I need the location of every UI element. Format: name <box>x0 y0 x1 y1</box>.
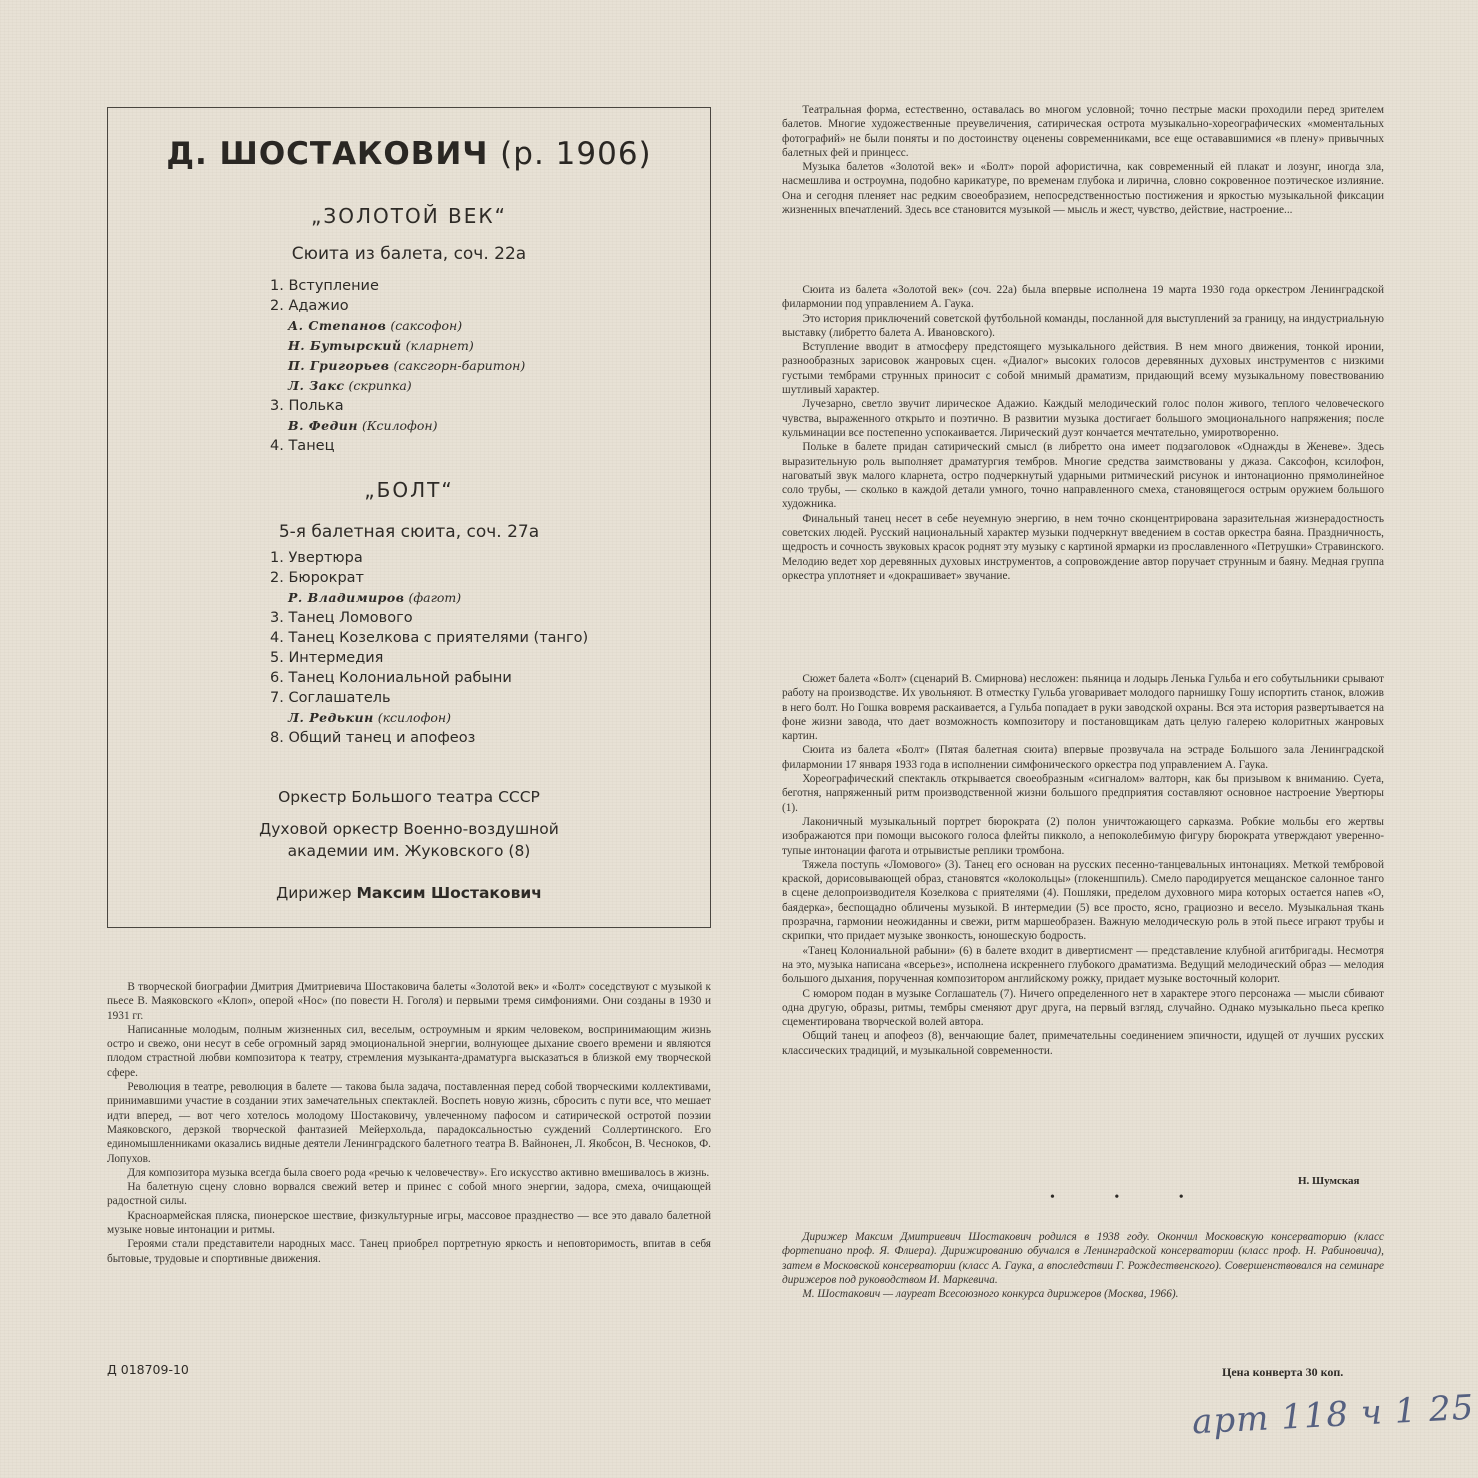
paragraph: Хореографический спектакль открывается своеобразным «сигналом» валторн, как бы призывом к вниманию. Суета, беготня, напряженный ритм производственной жизни большого предприятия составляют основное настроение Увертюры (1). <box>782 773 1384 814</box>
soloist-credit <box>270 356 525 376</box>
paragraph: «Танец Колониальной рабыни» (6) в балете входит в дивертисмент — представление клубной агитбригады. Несмотря на это, музыка написана «всерьез», исполнена искреннего глубокого драматизма. Ведущий мелодический образ — мелодия большого дыхания, порученная композитором английскому рожку, придает музыке восточный колорит. <box>782 944 1384 986</box>
paragraph: С юмором подан в музыке Соглашатель (7). Ничего определенного нет в характере этого персонажа — мысли сбивают одна другую, образы, ритмы, тембры сменяют друг друга, на первый взгляд, случайно. Однако музыкально пьеса крепко сцементирована творческой волей автора. <box>782 987 1384 1029</box>
track-number: 3. <box>270 398 284 414</box>
soloist-credit <box>270 416 525 436</box>
handwritten-note: арт 118 ч 1 25 <box>1191 1387 1476 1443</box>
track-item <box>270 436 525 456</box>
track-title: Бюрократ <box>288 570 364 586</box>
liner-notes-left <box>107 980 711 1266</box>
paragraph: М. Шостакович — лауреат Всесоюзного конкурса дирижеров (Москва, 1966). <box>802 1288 1179 1301</box>
track-item <box>270 276 525 296</box>
paragraph: Лучезарно, светло звучит лирическое Адажио. Каждый мелодический голос полон живого, теплого человеческого чувства, выраженного открыто и поэтично. В развитии музыка достигает большого эмоционального напряжения; после кульминации все постепенно успокаивается. Лирический дуэт кончается мечтательно, умиротворенно. <box>782 398 1384 439</box>
liner-notes-right-intro <box>782 103 1384 217</box>
soloist-instrument: (саксгорн-баритон) <box>393 358 526 373</box>
paragraph: Для композитора музыка всегда была своего рода «речью к человечеству». Его искусство активно вмешивалось в жизнь. <box>127 1166 710 1179</box>
paragraph: Финальный танец несет в себе неуемную энергию, в нем точно сконцентрирована заразительная жизнерадостность советских людей. Русский национальный характер музыки подчеркнут введением в состав оркестра баяна. Праздничность, щедрость и сочность звуковых красок роднят эту музыку с картиной ярмарки из прославленного «Петрушки» Стравинского. Мелодию ведет хор деревянных духовых инструментов, а сопровождение автор поручает струнным и баяну. Медная группа оркестра уплотняет и «докрашивает» звучание. <box>782 512 1384 582</box>
paragraph: Написанные молодым, полным жизненных сил, веселым, остроумным и ярким человеком, воспринимающим жизнь остро и свежо, они несут в себе огромный заряд эмоциональной энергии, волнующее дыхание своего времени и являются плодом страстной любви композитора к театру, стремления музыканта-драматурга высказаться в близкой ему творческой сфере. <box>107 1023 711 1079</box>
track-title: Танец Колониальной рабыни <box>288 670 512 686</box>
paragraph: Театральная форма, естественно, оставалась во многом условной; точно пестрые маски проходили перед зрителем балетов. Многие художественные преувеличения, сатирическая острота музыкально-хореографических «моментальных фотографий» не были поняты и по достоинству оценены современниками, все еще остававшимися «в плену» привычных балетных фей и принцесс. <box>782 104 1384 159</box>
paragraph: На балетную сцену словно ворвался свежий ветер и принес с собой много энергии, задора, смеха, очищающей радостной силы. <box>107 1181 711 1208</box>
track-number: 4. <box>270 438 284 454</box>
liner-notes-bolt <box>782 672 1384 1058</box>
composer-heading <box>108 136 710 172</box>
soloist-name: В. Федин <box>288 418 358 433</box>
paragraph: Сюита из балета «Золотой век» (соч. 22а) была впервые исполнена 19 марта 1930 года оркестром Ленинградской филармонии под управлением А. Гаука. <box>782 284 1384 311</box>
soloist-credit <box>270 708 588 728</box>
soloist-instrument: (Ксилофон) <box>361 418 438 433</box>
work2-subtitle: 5-я балетная сюита, соч. 27а <box>278 522 540 542</box>
track-number: 4. <box>270 630 284 646</box>
soloist-instrument: (ксилофон) <box>377 710 452 725</box>
track-title: Полька <box>288 398 344 414</box>
track-item <box>270 548 588 568</box>
orchestra-2-line1: Духовой оркестр Военно-воздушной <box>259 820 559 838</box>
track-number: 5. <box>270 650 284 666</box>
soloist-name: Л. Закс <box>288 378 345 393</box>
track-number: 2. <box>270 570 284 586</box>
orchestra-1: Оркестр Большого театра СССР <box>278 788 540 806</box>
paragraph: Тяжела поступь «Ломового» (3). Танец его основан на русских песенно-танцевальных интонациях. Меткой тембровой краской, дорисовывающей образ, становятся «колокольцы» (глокеншпиль). Смело пародируется мещанское салонное танго в сцене делопроизводителя Козелкова с приятелями (4). Пошляки, пределом духовного мира которых остается напев «О, баядерка», беспощадно обличены музыкой. В интермедии (5) все просто, ясно, грациозно и весело. Музыкальная ткань прозрачна, гармонии неожиданны и свежи, ритм маршеобразен. Важную мелодическую роль в этой пьесе играют трубы и скрипки, что придает музыке звонкость, юношескую бодрость. <box>782 858 1384 943</box>
track-title: Адажио <box>288 298 349 314</box>
soloist-name: А. Степанов <box>288 318 387 333</box>
tracklist-box <box>107 107 711 928</box>
composer-years: (р. 1906) <box>500 136 652 172</box>
paragraph: В творческой биографии Дмитрия Дмитриевича Шостаковича балеты «Золотой век» и «Болт» соседствуют с музыкой к пьесе В. Маяковского «Клоп», оперой «Нос» (по повести Н. Гоголя) и первыми тремя симфониями. Они созданы в 1930 и 1931 гг. <box>107 981 711 1022</box>
track-title: Танец <box>288 438 335 454</box>
paragraph: Вступление вводит в атмосферу предстоящего музыкального действия. В нем много движения, тонкой иронии, разнообразных зарисовок жанровых сцен. «Диалог» высоких голосов деревянных духовых инструментов с низкими густыми тембрами струнных приносит с собой мнимый драматизм, придающий всему музыкальному повествованию шутливый характер. <box>782 341 1384 397</box>
soloist-name: Р. Владимиров <box>288 590 405 605</box>
orchestra-2 <box>108 818 710 862</box>
track-item <box>270 648 588 668</box>
track-number: 1. <box>270 550 284 566</box>
track-title: Увертюра <box>288 550 363 566</box>
conductor-name: Максим Шостакович <box>356 884 542 902</box>
soloist-name: П. Григорьев <box>288 358 390 373</box>
paragraph: Красноармейская пляска, пионерское шествие, физкультурные игры, массовое празднество — все это давало балетной музыке новые интонации и ритмы. <box>107 1209 711 1237</box>
sleeve-price: Цена конверта 30 коп. <box>1222 1365 1344 1379</box>
conductor-bio <box>782 1230 1384 1301</box>
soloist-instrument: (фагот) <box>408 590 462 605</box>
author-signature: Н. Шумская <box>1298 1175 1360 1187</box>
soloist-credit <box>270 336 525 356</box>
track-item <box>270 628 588 648</box>
work1-title: „ЗОЛОТОЙ ВЕК“ <box>311 204 507 228</box>
track-item <box>270 728 588 748</box>
paragraph: Польке в балете придан сатирический смысл (в либретто она имеет подзаголовок «Однажды в Женеве». Здесь выразительную роль выполняет драматургия тембров. Многие средства заимствованы у джаза. Саксофон, ксилофон, наговатый звук малого кларнета, остро подчеркнутый ударными ритмический рисунок и интонационно прямолинейное соло трубы, — сколько в каждой детали умного, точно направленного смеха, становящегося острым оружием большого художника. <box>782 441 1384 511</box>
paragraph: Лаконичный музыкальный портрет бюрократа (2) полон уничтожающего сарказма. Робкие мольбы его жертвы изображаются при помощи высокого голоса флейты пикколо, а непоколебимую фигуру бюрократа утверждают уверенно-тупые интонации фагота и отрывистые реплики тромбона. <box>782 815 1384 857</box>
work1-subtitle: Сюита из балета, соч. 22а <box>291 244 527 264</box>
soloist-name: Н. Бутырский <box>288 338 402 353</box>
track-number: 7. <box>270 690 284 706</box>
track-item <box>270 568 588 588</box>
track-number: 6. <box>270 670 284 686</box>
track-item <box>270 296 525 316</box>
track-title: Танец Ломового <box>288 610 413 626</box>
soloist-credit <box>270 316 525 336</box>
soloist-instrument: (кларнет) <box>405 338 474 353</box>
paragraph: Революция в театре, революция в балете — такова была задача, поставленная перед собой творческими коллективами, принимавшими участие в создании этих замечательных спектаклей. Воспеть новую жизнь, сбросить с пути все, что мешает идти вперед, — вот чего хотелось молодому Шостаковичу, увлеченному пафосом и сатирической остротой поэзии Маяковского, дерзкой творческой фантазией Мейерхольда, парадоксальностью суждений Соллертинского. Его единомышленниками оказались видные деятели Ленинградского балетного театра В. Вайнонен, Л. Якобсон, В. Чесноков, Ф. Лопухов. <box>107 1081 711 1165</box>
track-number: 8. <box>270 730 284 746</box>
work2-title: „БОЛТ“ <box>364 478 454 502</box>
conductor-credit <box>108 882 710 904</box>
work2-track-list <box>270 548 588 748</box>
paragraph: Сюита из балета «Болт» (Пятая балетная сюита) впервые прозвучала на эстраде Большого зала Ленинградской филармонии 17 января 1933 года в исполнении симфонического оркестра под управлением А. Гаука. <box>782 744 1384 771</box>
paragraph: Героями стали представители народных масс. Танец приобрел портретную яркость и неповторимость, впитав в себя бытовые, трудовые и спортивные движения. <box>107 1238 711 1265</box>
catalog-number: Д 018709-10 <box>107 1362 189 1377</box>
composer-name: Д. ШОСТАКОВИЧ <box>166 136 489 172</box>
work1-track-list <box>270 276 525 456</box>
paragraph: Дирижер Максим Дмитриевич Шостакович родился в 1938 году. Окончил Московскую консерваторию (класс фортепиано проф. Я. Флиера). Дирижированию обучался в Ленинградской консерватории (класс проф. Н. Рабиновича), затем в Московской консерватории (класс А. Гаука, а впоследствии Г. Рождественского). Совершенствовался на семинаре дирижеров под руководством И. Маркевича. <box>782 1231 1384 1286</box>
conductor-label: Дирижер <box>276 884 352 902</box>
track-number: 2. <box>270 298 284 314</box>
paragraph: Это история приключений советской футбольной команды, посланной для выступлений за границу, на индустриальную выставку (либретто балета А. Ивановского). <box>782 312 1384 339</box>
soloist-instrument: (скрипка) <box>348 378 412 393</box>
track-item <box>270 688 588 708</box>
paragraph: Общий танец и апофеоз (8), венчающие балет, примечательны соединением эпичности, идущей от лучших русских классических традиций, и музыкальной современности. <box>782 1030 1384 1057</box>
track-item <box>270 396 525 416</box>
track-item <box>270 668 588 688</box>
track-title: Танец Козелкова с приятелями (танго) <box>288 630 589 646</box>
paragraph: Сюжет балета «Болт» (сценарий В. Смирнова) несложен: пьяница и лодырь Ленька Гульба и его собутыльники срывают работу на производстве. Их увольняют. В отместку Гульба уговаривает молодого парнишку Гошу испортить станок, вложив в него болт. Но Гошка вовремя раскаивается, а Гульба попадает в руки заводской охраны. Вся эта история развертывается на фоне жизни завода, что дает возможность композитору и постановщикам дать целую галерею колоритных жанровых картин. <box>782 673 1384 743</box>
orchestra-2-line2: академии им. Жуковского (8) <box>287 842 531 860</box>
section-separator: • • • <box>1050 1190 1212 1205</box>
track-number: 1. <box>270 278 284 294</box>
track-title: Общий танец и апофеоз <box>288 730 476 746</box>
track-number: 3. <box>270 610 284 626</box>
track-title: Соглашатель <box>288 690 391 706</box>
track-title: Вступление <box>288 278 379 294</box>
track-item <box>270 608 588 628</box>
soloist-credit <box>270 588 588 608</box>
liner-notes-golden-age <box>782 283 1384 583</box>
soloist-instrument: (саксофон) <box>390 318 463 333</box>
soloist-credit <box>270 376 525 396</box>
track-title: Интермедия <box>288 650 384 666</box>
soloist-name: Л. Редькин <box>288 710 374 725</box>
paragraph: Музыка балетов «Золотой век» и «Болт» порой афористична, как современный ей плакат и лозунг, иногда зла, насмешлива и остроумна, подобно карикатуре, по временам глубока и лирична, словно сокровенное поэтическое излияние. Она и сегодня пленяет нас редким своеобразием, непосредственностью постижения и яркостью музыкальной фиксации жизненных впечатлений. Здесь все становится музыкой — мысль и жест, чувство, действие, настроение... <box>782 161 1384 217</box>
